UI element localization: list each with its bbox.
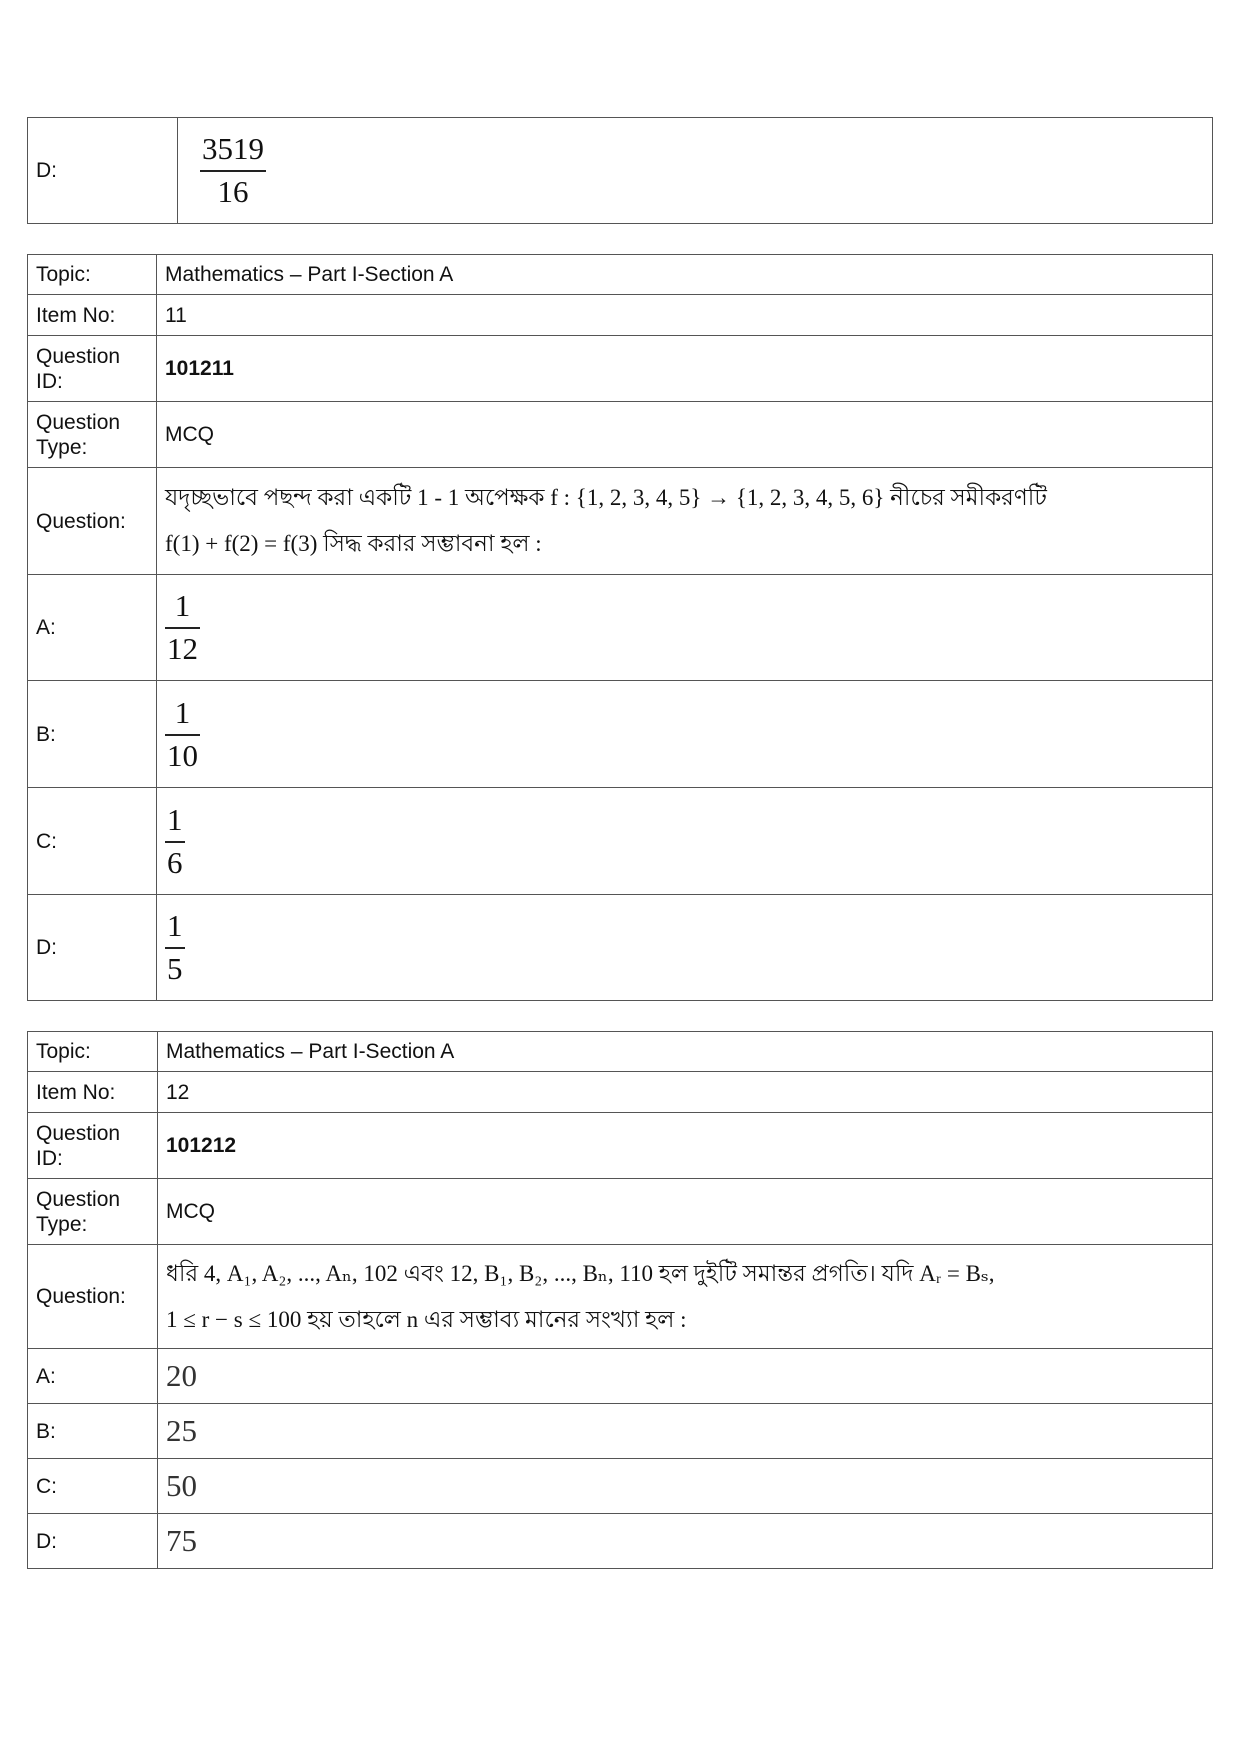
question-row xyxy=(28,468,1213,575)
option-value xyxy=(157,788,1213,895)
option-row xyxy=(28,118,1213,224)
option-label: D: xyxy=(28,118,178,224)
question-type-value: MCQ xyxy=(157,402,1213,468)
option-value xyxy=(157,681,1213,788)
option-label: C: xyxy=(28,1459,158,1514)
question-id-row xyxy=(28,336,1213,402)
fraction xyxy=(165,802,185,881)
question-label: Question: xyxy=(28,1245,158,1349)
question-text xyxy=(158,1245,1213,1349)
option-number: 75 xyxy=(166,1523,197,1558)
fraction-numerator: 1 xyxy=(174,588,191,623)
option-value xyxy=(158,1514,1213,1569)
fraction-denominator: 6 xyxy=(167,844,183,880)
option-label: B: xyxy=(28,681,157,788)
question-id-label: Question ID: xyxy=(28,336,157,402)
fraction-numerator: 1 xyxy=(167,801,183,837)
fraction-numerator: 1 xyxy=(174,694,191,730)
prev-question-table xyxy=(27,117,1213,224)
topic-row xyxy=(28,255,1213,295)
option-label: B: xyxy=(28,1404,158,1459)
option-number: 50 xyxy=(166,1468,197,1503)
option-number: 25 xyxy=(166,1413,197,1448)
question-line: 1 ≤ r − s ≤ 100 হয় তাহলে n এর সম্ভাব্য মানের সংখ্যা হল : xyxy=(166,1306,687,1332)
fraction-bar xyxy=(165,841,185,843)
fraction xyxy=(165,695,200,774)
fraction-numerator: 3519 xyxy=(202,131,264,166)
option-row xyxy=(28,681,1213,788)
item-value: 11 xyxy=(157,295,1213,336)
question-text xyxy=(157,468,1213,575)
topic-value: Mathematics – Part I-Section A xyxy=(157,255,1213,295)
option-value xyxy=(157,895,1213,1001)
topic-row xyxy=(28,1032,1213,1072)
topic-label: Topic: xyxy=(28,1032,158,1072)
option-value xyxy=(178,118,1213,224)
fraction-numerator: 1 xyxy=(167,908,183,943)
item-row xyxy=(28,1072,1213,1113)
option-label: D: xyxy=(28,1514,158,1569)
question-type-row xyxy=(28,402,1213,468)
option-row xyxy=(28,1349,1213,1404)
question-table-11 xyxy=(27,254,1213,1001)
fraction-bar xyxy=(165,947,185,949)
question-id-row xyxy=(28,1113,1213,1179)
option-number: 20 xyxy=(166,1358,197,1393)
fraction-denominator: 10 xyxy=(167,737,198,773)
option-value xyxy=(158,1349,1213,1404)
item-label: Item No: xyxy=(28,1072,158,1113)
option-row xyxy=(28,575,1213,681)
fraction-denominator: 5 xyxy=(167,951,183,986)
question-id-label: Question ID: xyxy=(28,1113,158,1179)
fraction xyxy=(165,908,185,987)
question-id-value: 101212 xyxy=(158,1113,1213,1179)
question-row xyxy=(28,1245,1213,1349)
item-value: 12 xyxy=(158,1072,1213,1113)
option-label: C: xyxy=(28,788,157,895)
option-row xyxy=(28,788,1213,895)
question-table-12 xyxy=(27,1031,1213,1569)
question-type-value: MCQ xyxy=(158,1179,1213,1245)
fraction-denominator: 12 xyxy=(167,631,198,666)
fraction xyxy=(200,131,266,210)
option-row xyxy=(28,895,1213,1001)
fraction xyxy=(165,588,200,667)
question-type-row xyxy=(28,1179,1213,1245)
question-type-label: Question Type: xyxy=(28,1179,158,1245)
question-line: যদৃচ্ছভাবে পছন্দ করা একটি 1 - 1 অপেক্ষক f : {1, 2, 3, 4, 5} → {1, 2, 3, 4, 5, 6} নীচের সমীকরণটি xyxy=(165,485,1047,510)
topic-label: Topic: xyxy=(28,255,157,295)
option-label: A: xyxy=(28,575,157,681)
option-row xyxy=(28,1514,1213,1569)
question-line: f(1) + f(2) = f(3) সিদ্ধ করার সম্ভাবনা হল : xyxy=(165,531,542,556)
option-value xyxy=(158,1459,1213,1514)
option-value xyxy=(157,575,1213,681)
item-row xyxy=(28,295,1213,336)
option-row xyxy=(28,1404,1213,1459)
topic-value: Mathematics – Part I-Section A xyxy=(158,1032,1213,1072)
question-type-label: Question Type: xyxy=(28,402,157,468)
fraction-bar xyxy=(165,627,200,629)
option-label: D: xyxy=(28,895,157,1001)
item-label: Item No: xyxy=(28,295,157,336)
question-label: Question: xyxy=(28,468,157,575)
fraction-bar xyxy=(200,170,266,172)
fraction-denominator: 16 xyxy=(217,174,249,209)
option-row xyxy=(28,1459,1213,1514)
option-label: A: xyxy=(28,1349,158,1404)
fraction-bar xyxy=(165,734,200,736)
question-line: ধরি 4, A₁, A₂, ..., Aₙ, 102 এবং 12, B₁, B₂, ..., Bₙ, 110 হল দুইটি সমান্তর প্রগতি। যদি Aᵣ = Bₛ, xyxy=(166,1260,995,1286)
question-id-value: 101211 xyxy=(157,336,1213,402)
option-value xyxy=(158,1404,1213,1459)
